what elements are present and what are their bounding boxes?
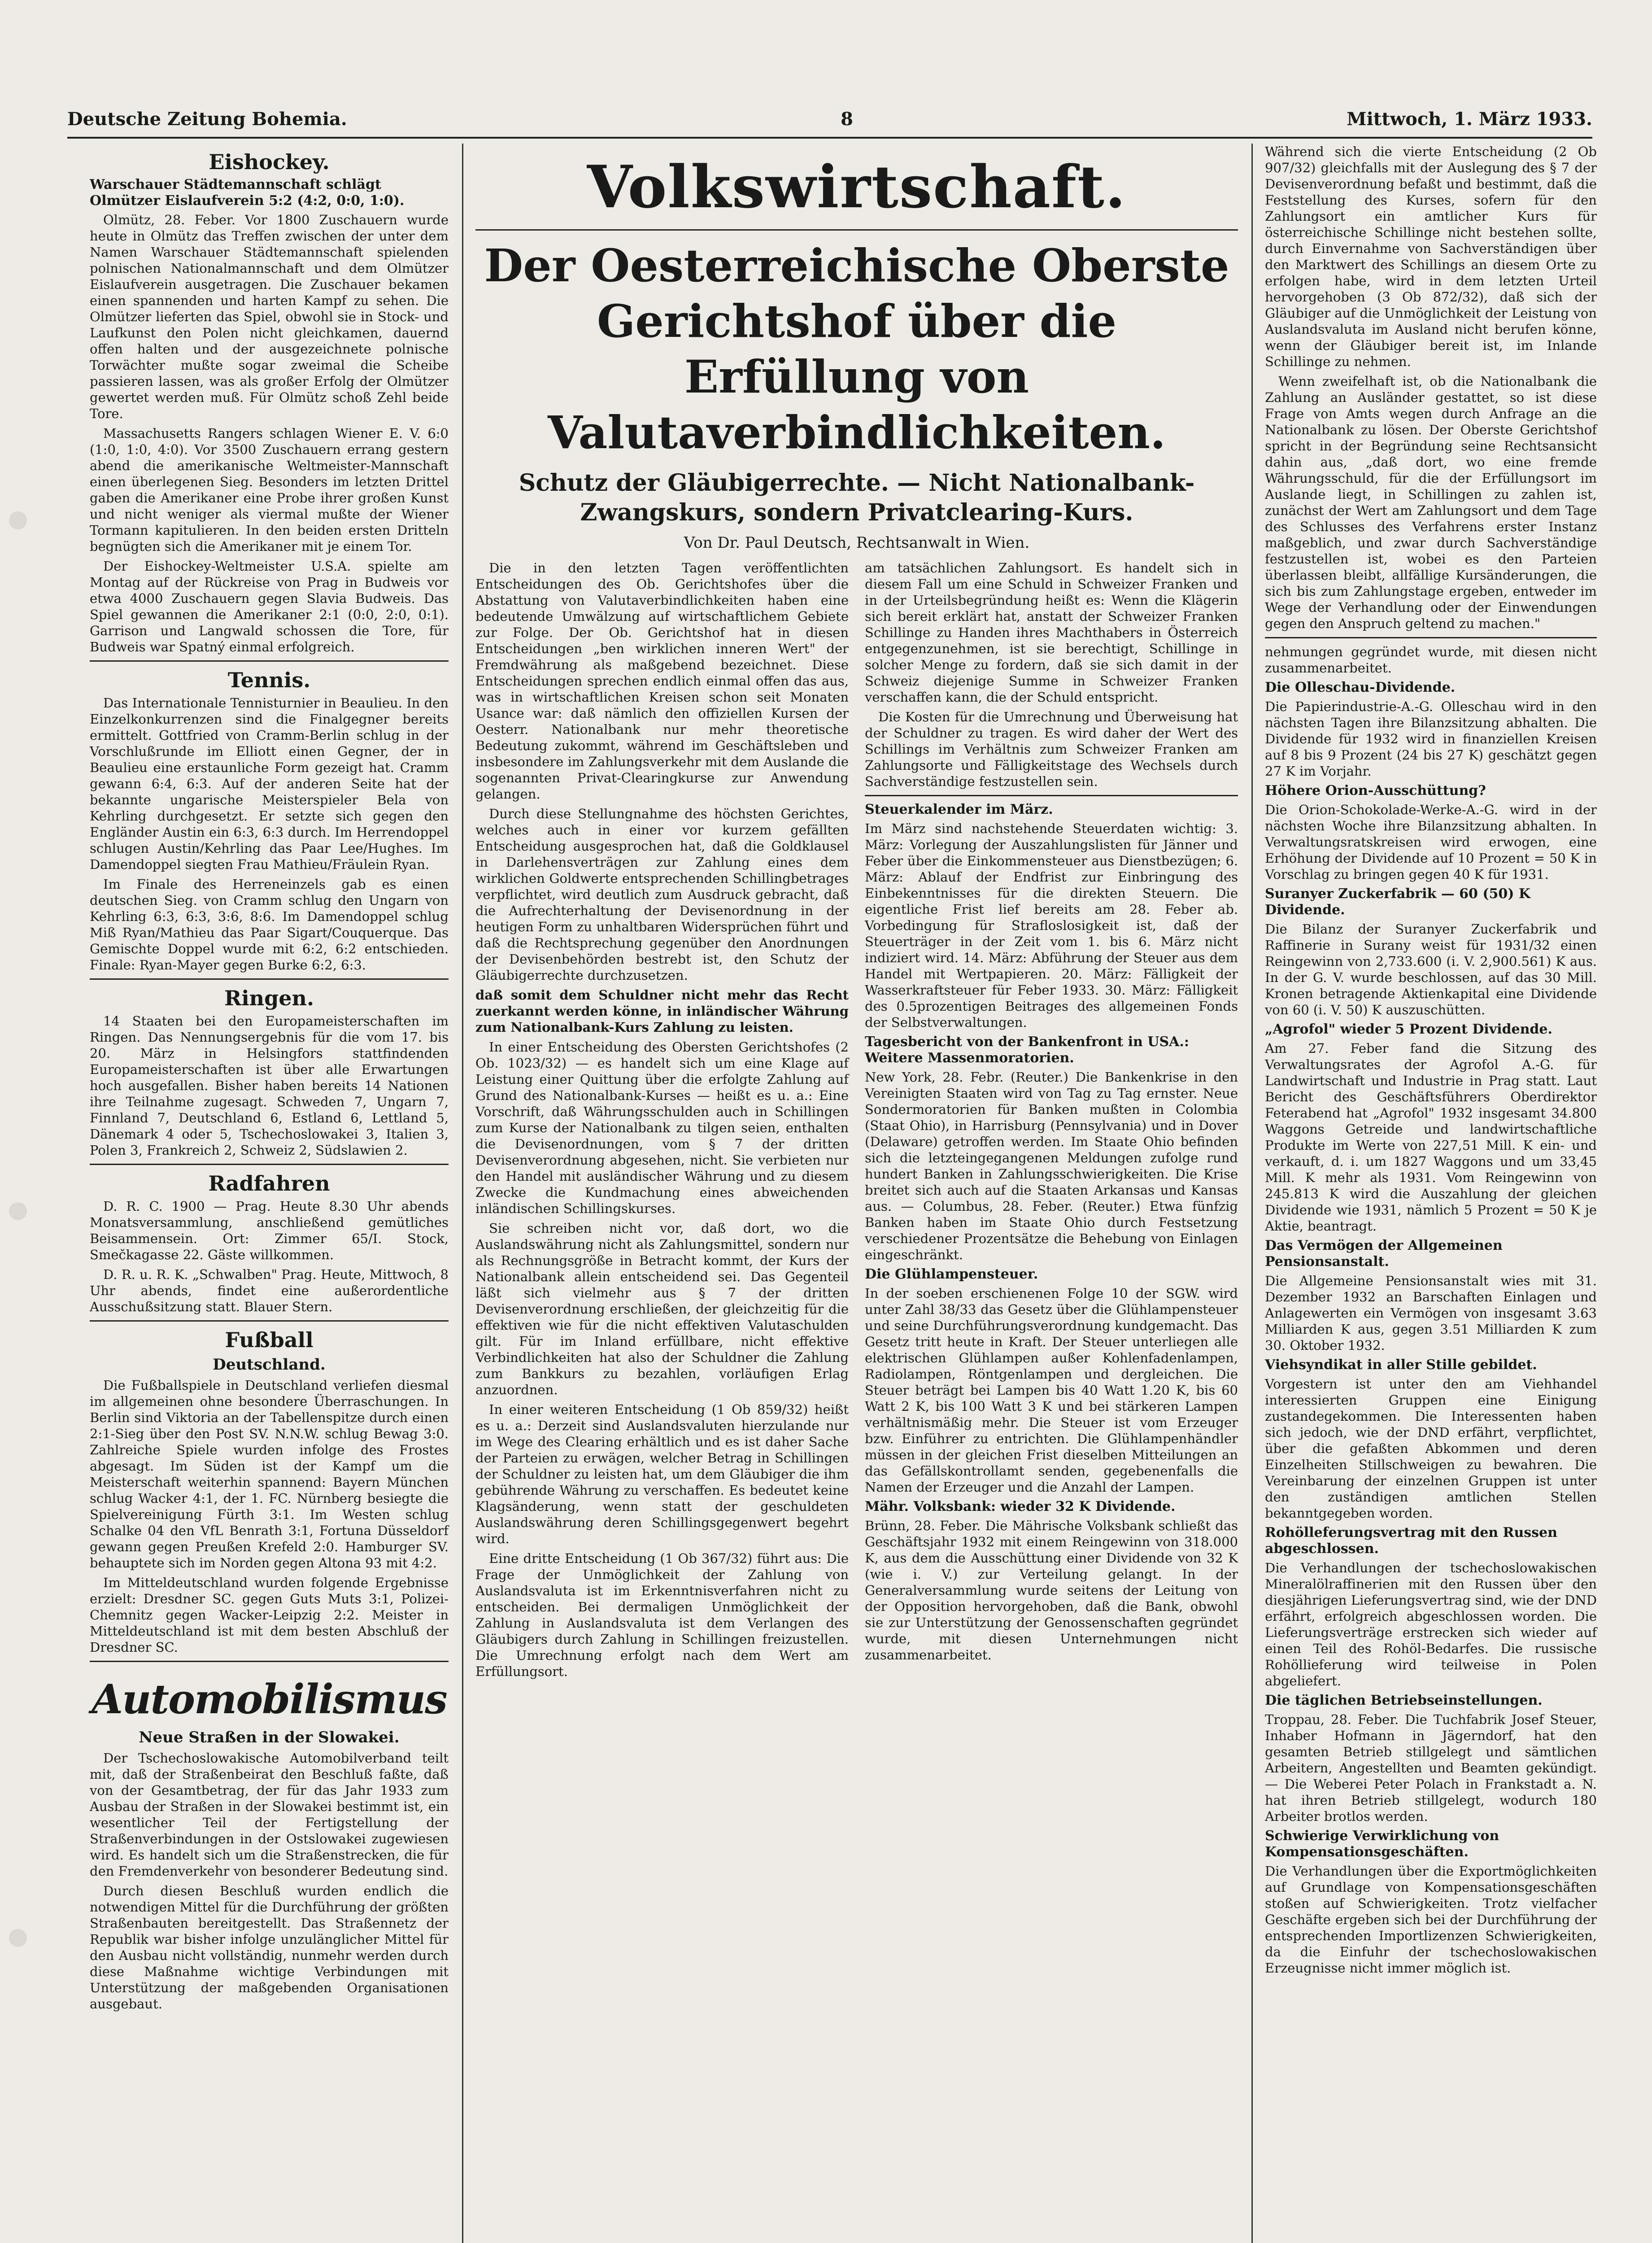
article-paragraph: Der Eishockey-Weltmeister U.S.A. spielte am Montag auf der Rückreise von Prag in Budweis vor etwa 4000 Zuschauern gegen Slavia Budweis. Das Spiel gewannen die Amerikaner 2:1 (0:0, 2:0, 0:1). Garrison und Langwald schossen die Tore, für Budweis war Spatný einmal erfolgreich. xyxy=(90,559,449,655)
section-title: Radfahren xyxy=(208,1171,330,1196)
article-paragraph: Im März sind nachstehende Steuerdaten wichtig: 3. März: Vorlegung der Auszahlungslisten für Jänner und Feber über die Einkommensteuer aus Dienstbezügen; 6. März: Ablauf der Endfrist zur Einbringung des Einbekenntnisses für die direkten Steuern. Die eigentliche Frist lief bereits am 28. Feber ab. Vorbedingung für Strafloslosigkeit ist, daß der Steuerträger in der Zeit vom 1. bis 6. März nicht indiziert wird. 14. März: Abführung der Steuer aus dem Handel mit Wertpapieren. 20. März: Fälligkeit der Wasserkraftsteuer für Feber 1933. 30. März: Fälligkeit des 0.5prozentigen Beitrages des allgemeinen Fonds der Selbstverwaltungen. xyxy=(865,821,1238,1030)
item-title: Tagesbericht von der Bankenfront in USA.: Weitere Massenmoratorien. xyxy=(865,1034,1189,1066)
paper-name: Deutsche Zeitung Bohemia. xyxy=(67,108,347,130)
section-title: Ringen. xyxy=(224,986,314,1010)
article-paragraph: Wenn zweifelhaft ist, ob die Nationalbank die Zahlung an Ausländer gestattet, so ist diese Frage von Amts wegen durch Anfrage an die Nationalbank zu lösen. Der Oberste Gerichtshof spricht in der Begründung seine Rechtsansicht dahin aus, „daß dort, wo eine fremde Währungsschuld, für die der Erfüllungsort im Auslande liegt, in Schillingen zu zahlen ist, zunächst der Wert am Zahlungsort und dem Tage des Schlusses des Verfahrens erster Instanz maßgeblich, und zwar durch Sachverständige festzustellen ist, wobei es den Parteien überlassen bleibt, allfällige Kursänderungen, die sich bis zum Zahlungstage ergeben, entweder im Wege der Verhandlung oder der Einwendungen gegen den Anspruch geltend zu machen." xyxy=(1265,374,1597,631)
article-paragraph: Die Bilanz der Suranyer Zuckerfabrik und Raffinerie in Surany weist für 1931/32 einen Reingewinn von 2,733.600 (i. V. 2,900.561) K aus. In der G. V. wurde beschlossen, auf das 30 Mill. Kronen betragende Aktienkapital eine Dividende von 60 (i. V. 50) K auszuschütten. xyxy=(1265,921,1597,1017)
article-paragraph: daß somit dem Schuldner nicht mehr das Recht zuerkannt werden könne, in inländischer Währung zum Nationalbank-Kurs Zahlung zu leisten. xyxy=(475,987,849,1035)
page-number: 8 xyxy=(841,108,853,130)
article-paragraph: New York, 28. Febr. (Reuter.) Die Bankenkrise in den Vereinigten Staaten wird von Tag zu Tag ernster. Neue Sondermoratorien für Banken mußten in Colombia (Staat Ohio), in Harrisburg (Pennsylvania) und in Dover (Delaware) getroffen werden. Im Staate Ohio befinden sich die letzteingegangenen Meldungen zufolge rund hundert Banken in Zahlungsschwierigkeiten. Die Krise breitet sich auch auf die Staaten Arkansas und Kansas aus. — Columbus, 28. Feber. (Reuter.) Etwa fünfzig Banken haben im Staate Ohio durch Festsetzung verschiedener Prozentsätze die Behebung von Einlagen eingeschränkt. xyxy=(865,1069,1238,1262)
article-paragraph: D. R. C. 1900 — Prag. Heute 8.30 Uhr abends Monatsversammlung, anschließend gemütliches Beisammensein. Ort: Zimmer 65/I. Stock, Smečkagasse 22. Gäste willkommen. xyxy=(90,1199,449,1262)
article-paragraph: Die Kosten für die Umrechnung und Überweisung hat der Schuldner zu tragen. Es wird daher der Wert des Schillings im Verhältnis zum Schweizer Franken am Zahlungsorte und Fälligkeitstage des Wechsels durch Sachverständige festzustellen sein. xyxy=(865,709,1238,789)
article-paragraph: Die Orion-Schokolade-Werke-A.-G. wird in der nächsten Woche ihre Bilanzsitzung abhalten. In Verwaltungsratskreisen wird erwogen, eine Erhöhung der Dividende auf 10 Prozent = 50 K in Vorschlag zu bringen gegen 40 K für 1931. xyxy=(1265,802,1597,882)
article-paragraph: Die Fußballspiele in Deutschland verliefen diesmal im allgemeinen ohne besondere Überraschungen. In Berlin sind Viktoria an der Tabellenspitze durch einen 2:1-Sieg über den Post SV. N.N.W. schlug Bewag 3:0. Zahlreiche Spiele wurden infolge des Frostes abgesagt. Im Süden ist der Kampf um die Meisterschaft weiterhin spannend: Bayern München schlug Wacker 4:1, der 1. FC. Nürnberg besiegte die Spielvereinigung Fürth 3:1. Im Westen schlug Schalke 04 den VfL Benrath 3:1, Fortuna Düsseldorf gewann gegen Preußen Krefeld 2:0. Hamburger SV. behauptete sich im Norden gegen Altona 93 mit 4:2. xyxy=(90,1378,449,1571)
article-paragraph: Am 27. Feber fand die Sitzung des Verwaltungsrates der Agrofol A.-G. für Landwirtschaft und Industrie in Prag statt. Laut Bericht des Geschäftsführers Oberdirektor Feterabend hat „Agrofol" 1932 insgesamt 34.800 Waggons Getreide und landwirtschaftliche Produkte im Werte von 227,51 Mill. K ein- und verkauft, d. i. um 1827 Waggons und um 33,45 Mill. K mehr als 1931. Vom Reingewinn von 245.813 K wird die Auszahlung der gleichen Dividende wie 1931, nämlich 5 Prozent = 50 K je Aktie, beantragt. xyxy=(1265,1041,1597,1234)
divider xyxy=(1265,637,1597,638)
article-paragraph: Troppau, 28. Feber. Die Tuchfabrik Josef Steuer, Inhaber Hofmann in Jägerndorf, hat den gesamten Betrieb stillgelegt und sämtlichen Arbeitern, Angestellten und Beamten gekündigt. — Die Weberei Peter Polach in Frankstadt a. N. hat ihren Betrieb stillgelegt, wodurch 180 Arbeiter brotlos werden. xyxy=(1265,1712,1597,1824)
subheadline: Schutz der Gläubigerrechte. — Nicht Nationalbank-Zwangskurs, sondern Privatclearing-Kurs. xyxy=(519,469,1195,526)
article-paragraph: Während sich die vierte Entscheidung (2 Ob 907/32) gleichfalls mit der Auslegung des § 7 der Devisenverordnung befaßt und bestimmt, daß die Feststellung des Kurses, sofern für den Zahlungsort ein amtlicher Kurs für österreichische Schillinge nicht bestehen sollte, durch Einvernahme von Sachverständigen über den Marktwert des Schillings an diesem Orte zu erfolgen habe, wird in dem letzten Urteil hervorgehoben (3 Ob 872/32), daß sich der Gläubiger auf die Unmöglichkeit der Leistung von Auslandsvaluta im Ausland nicht berufen könne, wenn der Gläubiger bereit ist, im Inlande Schillinge zu nehmen. xyxy=(1265,144,1597,369)
article-lead: Warschauer Städtemannschaft schlägt Olmützer Eislaufverein 5:2 (4:2, 0:0, 1:0). xyxy=(90,177,405,209)
article-paragraph: Die Papierindustrie-A.-G. Olleschau wird in den nächsten Tagen ihre Bilanzsitzung abhalten. Die Dividende für 1932 wird in finanziellen Kreisen auf 8 bis 9 Prozent (24 bis 27 K) geschätzt gegen 27 K im Vorjahr. xyxy=(1265,699,1597,779)
article-paragraph: Im Mitteldeutschland wurden folgende Ergebnisse erzielt: Dresdner SC. gegen Guts Muts 3:1, Polizei-Chemnitz gegen Wacker-Leipzig 2:2. Meister in Mitteldeutschland ist mit dem besten Abschluß der Dresdner SC. xyxy=(90,1575,449,1655)
article-paragraph: Vorgestern ist unter den am Viehhandel interessierten Gruppen eine Einigung zustandegekommen. Die Interessenten haben sich jedoch, wie der DND erfährt, verpflichtet, über die gefaßten Abkommen und deren Einzelheiten Stillschweigen zu bewahren. Die Vereinbarung der einzelnen Gruppen ist unter den zuständigen amtlichen Stellen bekanntgegeben worden. xyxy=(1265,1376,1597,1521)
divider xyxy=(90,1320,449,1322)
divider xyxy=(90,660,449,662)
item-title: Die täglichen Betriebseinstellungen. xyxy=(1265,1693,1543,1708)
article-paragraph: Olmütz, 28. Feber. Vor 1800 Zuschauern wurde heute in Olmütz das Treffen zwischen der unter dem Namen Warschauer Städtemannschaft spielenden polnischen Nationalmannschaft und dem Olmützer Eislaufverein ausgetragen. Die Zuschauer bekamen einen spannenden und harten Kampf zu sehen. Die Olmützer lieferten das Spiel, obwohl sie in Stock- und Laufkunst den Polen nicht gleichkamen, dauernd offen halten und der ausgezeichnete polnische Torwächter mußte sogar zweimal die Scheibe passieren lassen, was als großer Erfolg der Olmützer gewertet werden muß. Für Olmütz schoß Zehl beide Tore. xyxy=(90,212,449,421)
item-title: Die Glühlampensteuer. xyxy=(865,1266,1038,1282)
article-paragraph: nehmungen gegründet wurde, mit diesen nicht zusammenarbeitet. xyxy=(1265,644,1597,676)
section-title: Eishockey. xyxy=(209,150,330,174)
article-paragraph: 14 Staaten bei den Europameisterschaften im Ringen. Das Nennungsergebnis für die vom 17. bis 20. März in Helsingfors stattfindenden Europameisterschaften ist über alle Erwartungen hoch ausgefallen. Bisher haben bereits 14 Nationen ihre Teilnahme zugesagt. Schweden 7, Ungarn 7, Finnland 7, Deutschland 6, Estland 6, Lettland 5, Dänemark 4 oder 5, Tschechoslowakei 3, Italien 3, Polen 3, Frankreich 2, Schweiz 2, Südslawien 2. xyxy=(90,1013,449,1158)
column-sports xyxy=(90,144,449,2016)
article-paragraph: In einer weiteren Entscheidung (1 Ob 859/32) heißt es u. a.: Derzeit sind Auslandsvaluten hierzulande nur im Wege des Clearing erhältlich und es ist daher Sache der Parteien zu erwägen, welcher Betrag in Schillingen der Schuldner zu leisten hat, um dem Gläubiger die ihm gebührende Währung zu verschaffen. Es bedeutet keine Klagsänderung, wenn statt der geschuldeten Auslandswährung deren Schillingsgegenwert begehrt wird. xyxy=(475,1402,849,1546)
section-subtitle: Neue Straßen in der Slowakei. xyxy=(139,1728,400,1746)
item-title: Die Olleschau-Dividende. xyxy=(1265,680,1456,695)
divider xyxy=(90,978,449,980)
divider xyxy=(90,1164,449,1165)
article-paragraph: Im Finale des Herreneinzels gab es einen deutschen Sieg. von Cramm schlug den Ungarn von Kehrling 6:3, 6:3, 3:6, 8:6. Im Damendoppel schlug Miß Ryan/Mathieu das Paar Sigart/Couquerque. Das Gemischte Doppel wurde mit 6:2, 6:2 entschieden. Finale: Ryan-Mayer gegen Burke 6:2, 6:3. xyxy=(90,877,449,973)
article-paragraph: Durch diesen Beschluß wurden endlich die notwendigen Mittel für die Durchführung der größten Straßenbauten bereitgestellt. Das Straßennetz der Republik war bisher infolge unzulänglicher Mittel für den Ausbau nicht vollständig, nunmehr werden durch diese Maßnahme wichtige Verbindungen mit Unterstützung der maßgebenden Organisationen ausgebaut. xyxy=(90,1883,449,2012)
headline: Der Oesterreichische Oberste Gerichtshof über die Erfüllung von Valutaverbindlichkeiten. xyxy=(484,239,1229,459)
column-economy xyxy=(1265,144,1597,1980)
divider xyxy=(865,795,1238,796)
item-title: Höhere Orion-Ausschüttung? xyxy=(1265,783,1486,799)
article-paragraph: Die Verhandlungen über die Exportmöglichkeiten auf Grundlage von Kompensationsgeschäften stoßen auf Schwierigkeiten. Trotz vielfacher Geschäfte ergeben sich bei der Durchführung der entsprechenden Importlizenzen Schwierigkeiten, da die Einfuhr der tschechoslowakischen Erzeugnisse nicht immer möglich ist. xyxy=(1265,1863,1597,1976)
binding-hole xyxy=(9,511,27,529)
page-header xyxy=(67,105,1592,132)
article-paragraph: am tatsächlichen Zahlungsort. Es handelt sich in diesem Fall um eine Schuld in Schweizer Franken und in der Urteilsbegründung heißt es: Wenn die Klägerin sich bereit erklärt hat, anstatt der Schweizer Franken Schillinge zu Handen ihres Machthabers in Österreich entgegenzunehmen, ist sie berechtigt, Schillinge in solcher Menge zu fordern, daß sie sich damit in der Schweiz diejenige Summe in Schweizer Franken verschaffen kann, die der Schuld entspricht. xyxy=(865,560,1238,705)
item-title: „Agrofol" wieder 5 Prozent Dividende. xyxy=(1265,1021,1552,1037)
article-paragraph: Der Tschechoslowakische Automobilverband teilt mit, daß der Straßenbeirat den Beschluß faßte, daß von der Gesamtbetrag, der für das Jahr 1933 zum Ausbau der Straßen in der Slowakei bestimmt ist, ein wesentlicher Teil der Fertigstellung der Straßenverbindungen in der Ostslowakei zugewiesen wird. Es handelt sich um die Straßenstrecken, die für den Fremdenverkehr von besonderer Bedeutung sind. xyxy=(90,1750,449,1879)
item-title: Viehsyndikat in aller Stille gebildet. xyxy=(1265,1357,1537,1373)
article-paragraph: Brünn, 28. Feber. Die Mährische Volksbank schließt das Geschäftsjahr 1932 mit einem Reingewinn von 318.000 K, aus dem die Ausschüttung einer Dividende von 32 K (wie i. V.) zur Verteilung gelangt. In der Generalversammlung wurde seitens der Leitung von der Opposition hervorgehoben, daß die Bank, obwohl sie zur Unterstützung der Genossenschaften gegründet wurde, mit diesen Unternehmungen nicht zusammenarbeitet. xyxy=(865,1518,1238,1663)
byline: Von Dr. Paul Deutsch, Rechtsanwalt in Wien. xyxy=(684,534,1030,552)
article-paragraph: In einer Entscheidung des Obersten Gerichtshofes (2 Ob. 1023/32) — es handelt sich um eine Klage auf Leistung einer Quittung über die erfolgte Zahlung auf Grund des Nationalbank-Kurses — heißt es u. a.: Eine Vorschrift, daß Währungsschulden auch in Schillingen zum Kurse der Nationalbank zu tilgen seien, enthalten die Devisenordnungen, vom § 7 der dritten Devisenverordnung abgesehen, nicht. Sie verbieten nur den Handel mit ausländischer Währung und zu diesem Zwecke die Kundmachung eines abweichenden inländischen Schillingskurses. xyxy=(475,1039,849,1216)
article-paragraph: Die in den letzten Tagen veröffentlichten Entscheidungen des Ob. Gerichtshofes über die Abstattung von Valutaverbindlichkeiten haben eine bedeutende Umwälzung auf wirtschaftlichem Gebiete zur Folge. Der Ob. Gerichtshof hat in diesen Entscheidungen „ben wirklichen inneren Wert" der Fremdwährung als maßgebend bezeichnet. Diese Entscheidungen sprechen endlich einmal offen das aus, was in wirtschaftlichen Kreisen schon seit Monaten Usance war: daß nämlich den offiziellen Kursen der Oesterr. Nationalbank nur mehr theoretische Bedeutung zukommt, während im Geschäftsleben und insbesondere im Zahlungsverkehr mit dem Auslande die sogenannten Privat-Clearingkurse zur Anwendung gelangen. xyxy=(475,560,849,802)
article-paragraph: Das Internationale Tennisturnier in Beaulieu. In den Einzelkonkurrenzen sind die Finalgegner bereits ermittelt. Gottfried von Cramm-Berlin schlug in der Vorschlußrunde im Elliott einen Gegner, der in Beaulieu eine erstaunliche Form gezeigt hat. Cramm gewann 6:4, 6:3. Auf der anderen Seite hat der bekannte ungarische Meisterspieler Bela von Kehrling durchgesetzt. Er setzte sich gegen den Engländer Austin ein 6:3, 6:3 durch. Im Herrendoppel schlugen Austin/Kehrling das Paar Lee/Hughes. Im Damendoppel siegten Frau Mathieu/Fräulein Ryan. xyxy=(90,695,449,872)
item-title: Steuerkalender im März. xyxy=(865,802,1053,817)
section-title: Automobilismus xyxy=(92,1676,447,1723)
article-paragraph: Massachusetts Rangers schlagen Wiener E. V. 6:0 (1:0, 1:0, 4:0). Vor 3500 Zuschauern errang gestern abend die amerikanische Weltmeister-Mannschaft einen überlegenen Sieg. Besonders im letzten Drittel gaben die Amerikaner eine Probe ihrer großen Kunst und nicht weniger als viermal mußte der Wiener Tormann kapitulieren. In den beiden ersten Dritteln begnügten sich die Amerikaner mit je einem Tor. xyxy=(90,426,449,554)
article-paragraph: Eine dritte Entscheidung (1 Ob 367/32) führt aus: Die Frage der Unmöglichkeit der Zahlung von Auslandsvaluta ist im Erkenntnisverfahren nicht zu entscheiden. Bei dermaligen Unmöglichkeit der Zahlung in Auslandsvaluta ist dem Verlangen des Gläubigers durch Zahlung in Schillingen freizustellen. Die Umrechnung erfolgt nach dem Wert am Erfüllungsort. xyxy=(475,1551,849,1679)
binding-hole xyxy=(9,1202,27,1220)
binding-hole xyxy=(9,1929,27,1947)
section-title: Fußball xyxy=(225,1328,314,1352)
article-paragraph: Die Verhandlungen der tschechoslowakischen Mineralölraffinerien mit den Russen über den diesjährigen Lieferungsvertrag sind, wie der DND erfährt, erfolgreich abgeschlossen worden. Die Lieferungsverträge erstrecken sich wieder auf einen Teil des Rohöl-Bedarfes. Die russische Rohöllieferung wird teilweise in Polen abgeliefert. xyxy=(1265,1560,1597,1689)
column-feature xyxy=(475,144,1238,1683)
feature-columns xyxy=(475,560,1238,1683)
divider xyxy=(90,1661,449,1662)
item-title: Suranyer Zuckerfabrik — 60 (50) K Dividende. xyxy=(1265,886,1531,918)
column-rule xyxy=(462,144,463,2243)
article-paragraph: Die Allgemeine Pensionsanstalt wies mit 31. Dezember 1932 an Barschaften Einlagen und Anlagewerten ein Vermögen von insgesamt 3.63 Milliarden K aus, gegen 3.51 Milliarden K zum 30. Oktober 1932. xyxy=(1265,1273,1597,1353)
article-paragraph: In der soeben erschienenen Folge 10 der SGW. wird unter Zahl 38/33 das Gesetz über die Glühlampensteuer und seine Durchführungsverordnung kundgemacht. Das Gesetz tritt heute in Kraft. Der Steuer unterliegen alle elektrischen Glühlampen außer Kohlenfadenlampen, Radiolampen, Röntgenlampen und dergleichen. Die Steuer beträgt bei Lampen bis 40 Watt 1.20 K, bis 60 Watt 2 K, bis 100 Watt 3 K und bei stärkeren Lampen verhältnismäßig mehr. Die Steuer ist vom Erzeuger bzw. Einführer zu entrichten. Die Glühlampenhändler müssen in der gleichen Frist dieselben Mitteilungen an das Gefällskontrollamt senden, gegebenenfalls die Namen der Erzeuger und die Anzahl der Lampen. xyxy=(865,1286,1238,1495)
item-title: Rohölleferungsvertrag mit den Russen abgeschlossen. xyxy=(1265,1525,1557,1557)
item-title: Mähr. Volksbank: wieder 32 K Dividende. xyxy=(865,1499,1176,1514)
section-title: Tennis. xyxy=(227,668,311,692)
divider xyxy=(475,229,1238,231)
header-rule xyxy=(67,137,1592,139)
section-masthead: Volkswirtschaft. xyxy=(587,153,1127,221)
item-title: Schwierige Verwirklichung von Kompensationsgeschäften. xyxy=(1265,1828,1499,1860)
issue-date: Mittwoch, 1. März 1933. xyxy=(1347,108,1592,130)
feature-column-left xyxy=(475,560,849,1683)
article-paragraph: D. R. u. R. K. „Schwalben" Prag. Heute, Mittwoch, 8 Uhr abends, findet eine außerordentliche Ausschußsitzung statt. Blauer Stern. xyxy=(90,1267,449,1314)
article-paragraph: Sie schreiben nicht vor, daß dort, wo die Auslandswährung nicht als Zahlungsmittel, sondern nur als Rechnungsgröße in Betracht kommt, der Kurs der Nationalbank allein entscheidend sei. Das Gegenteil läßt sich vielmehr aus § 7 der dritten Devisenverordnung erschließen, der gleichzeitig für die effektiven wie für die nicht effektiven Valutaschulden gilt. Für im Inland erfüllbare, nicht effektive Verbindlichkeiten hat also der Schuldner die Zahlung zum Bankkurs zu bezahlen, vorläufigen Erlag anzuordnen. xyxy=(475,1221,849,1397)
item-title: Das Vermögen der Allgemeinen Pensionsanstalt. xyxy=(1265,1238,1503,1270)
article-paragraph: Durch diese Stellungnahme des höchsten Gerichtes, welches auch in einer vor kurzem gefällten Entscheidung ausgesprochen hat, daß die Goldklausel in Darlehensverträgen zur Zahlung eines dem wirklichen Goldwerte entsprechenden Schillingbetrages verpflichtet, wird deutlich zum Ausdruck gebracht, daß die Aufrechterhaltung der Devisenordnung in der heutigen Form zu unhaltbaren Widersprüchen führt und daß die Rechtsprechung gegenüber den Anordnungen der Devisenbehörden bestrebt ist, den Schutz der Gläubigerrechte durchzusetzen. xyxy=(475,806,849,983)
feature-column-right xyxy=(865,560,1238,1683)
section-subtitle: Deutschland. xyxy=(213,1356,326,1374)
column-rule xyxy=(1251,144,1253,2243)
